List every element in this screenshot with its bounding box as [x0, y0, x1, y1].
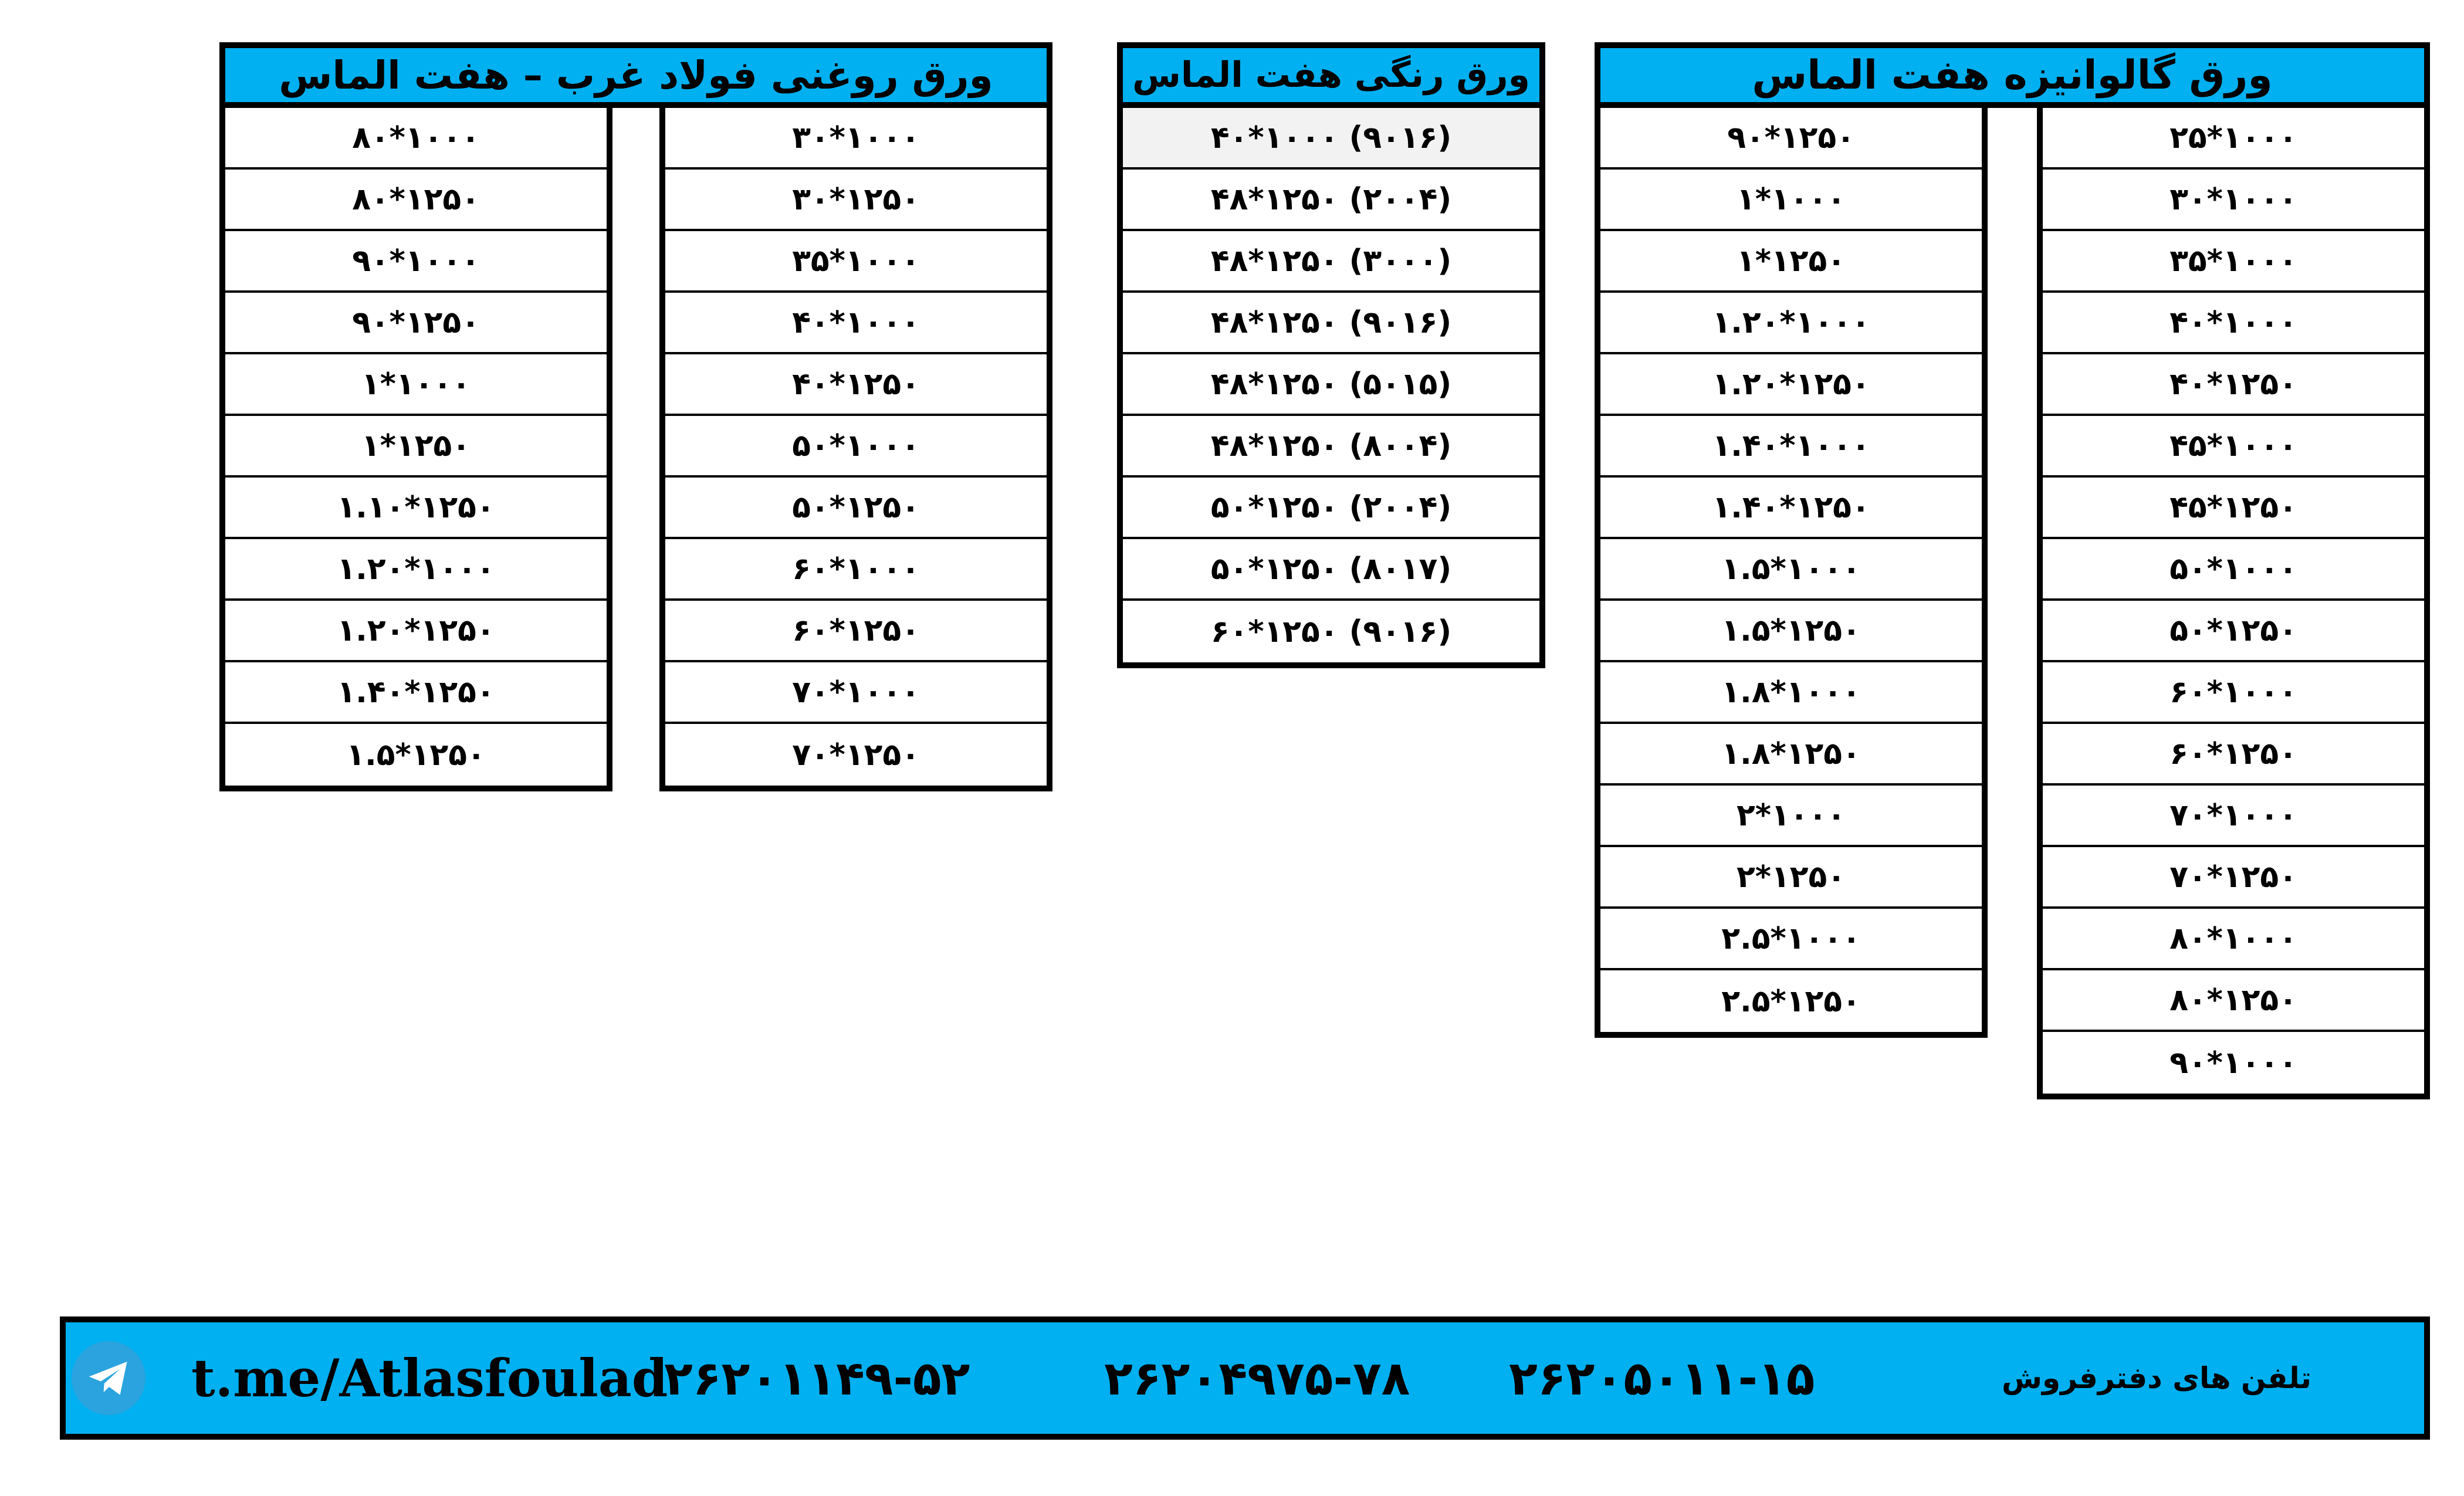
- galvanized-left-cell: ۱.۲۰*۱۰۰۰: [1600, 293, 1982, 354]
- galvanized-right-cell: ۶۰*۱۲۵۰: [2043, 724, 2424, 786]
- colored-cell: ۴۰*۱۰۰۰ (۹۰۱۶): [1123, 108, 1539, 170]
- colored-table-column: [1117, 108, 1545, 668]
- galvanized-left-cell: ۱.۵*۱۲۵۰: [1600, 601, 1982, 662]
- galvanized-right-cell: ۳۰*۱۰۰۰: [2043, 170, 2424, 231]
- galvanized-right-cell: ۵۰*۱۰۰۰: [2043, 539, 2424, 601]
- phone-number-3: ۲۶۲۰۱۱۴۹-۵۲: [664, 1351, 970, 1406]
- oiled-left-cell: ۱.۲۰*۱۰۰۰: [225, 539, 607, 601]
- oiled-left-cell: ۱.۴۰*۱۲۵۰: [225, 662, 607, 724]
- galvanized-right-cell: ۹۰*۱۰۰۰: [2169, 1045, 2297, 1081]
- colored-cell: ۴۸*۱۲۵۰ (۳۰۰۰): [1123, 231, 1539, 293]
- paper-plane-icon: [84, 1353, 133, 1403]
- colored-cell: ۴۸*۱۲۵۰ (۲۰۰۴): [1123, 170, 1539, 231]
- galvanized-right-cell: ۷۰*۱۲۵۰: [2043, 847, 2424, 909]
- galvanized-left-cell: ۱*۱۰۰۰: [1600, 170, 1982, 231]
- oiled-left-cell: ۹۰*۱۲۵۰: [225, 293, 607, 354]
- galvanized-left-cell: ۲*۱۰۰۰: [1600, 786, 1982, 847]
- galvanized-left-cell: ۱.۸*۱۰۰۰: [1600, 662, 1982, 724]
- galvanized-left-cell: ۱.۴۰*۱۲۵۰: [1600, 478, 1982, 539]
- galvanized-right-cell: ۴۰*۱۲۵۰: [2043, 354, 2424, 416]
- colored-cell: ۴۸*۱۲۵۰ (۹۰۱۶): [1123, 293, 1539, 354]
- galvanized-right-cell: ۵۰*۱۲۵۰: [2043, 601, 2424, 662]
- oiled-left-cell: ۱.۵*۱۲۵۰: [346, 737, 486, 773]
- oiled-right-cell: ۳۰*۱۰۰۰: [665, 108, 1047, 170]
- oiled-right-cell: ۶۰*۱۰۰۰: [665, 539, 1047, 601]
- galvanized-left-cell: ۱.۸*۱۲۵۰: [1600, 724, 1982, 786]
- oiled-right-cell: ۵۰*۱۲۵۰: [665, 478, 1047, 539]
- oiled-right-cell: ۶۰*۱۲۵۰: [665, 601, 1047, 662]
- colored-cell: ۴۸*۱۲۵۰ (۸۰۰۴): [1123, 416, 1539, 478]
- galvanized-left-cell: ۹۰*۱۲۵۰: [1600, 108, 1982, 170]
- oiled-table-right-column: [659, 108, 1052, 791]
- galvanized-left-cell: ۲*۱۲۵۰: [1600, 847, 1982, 909]
- galvanized-left-cell: ۲.۵*۱۰۰۰: [1600, 909, 1982, 970]
- oiled-right-cell: ۳۵*۱۰۰۰: [665, 231, 1047, 293]
- oiled-left-cell: ۱.۱۰*۱۲۵۰: [225, 478, 607, 539]
- phone-number-1: ۲۶۲۰۵۰۱۱-۱۵: [1509, 1351, 1815, 1406]
- galvanized-left-cell: ۱.۴۰*۱۰۰۰: [1600, 416, 1982, 478]
- oiled-right-cell: ۴۰*۱۲۵۰: [665, 354, 1047, 416]
- telegram-icon[interactable]: [72, 1341, 145, 1415]
- oiled-left-cell: ۹۰*۱۰۰۰: [225, 231, 607, 293]
- galvanized-right-cell: ۲۵*۱۰۰۰: [2043, 108, 2424, 170]
- oiled-right-cell: ۵۰*۱۰۰۰: [665, 416, 1047, 478]
- colored-cell: ۵۰*۱۲۵۰ (۲۰۰۴): [1123, 478, 1539, 539]
- galvanized-right-cell: ۳۵*۱۰۰۰: [2043, 231, 2424, 293]
- galvanized-left-cell: ۱*۱۲۵۰: [1600, 231, 1982, 293]
- galvanized-table-right-column: [2037, 108, 2430, 1099]
- galvanized-table-left-column: [1595, 108, 1988, 1038]
- oiled-left-cell: ۱.۲۰*۱۲۵۰: [225, 601, 607, 662]
- oiled-left-cell: ۱*۱۰۰۰: [225, 354, 607, 416]
- galvanized-right-cell: ۶۰*۱۰۰۰: [2043, 662, 2424, 724]
- oiled-table-title: ورق روغنی فولاد غرب – هفت الماس: [219, 42, 1052, 108]
- galvanized-right-cell: ۸۰*۱۰۰۰: [2043, 909, 2424, 970]
- telegram-link[interactable]: t.me/Atlasfoulad: [191, 1348, 668, 1409]
- oiled-right-cell: ۳۰*۱۲۵۰: [665, 170, 1047, 231]
- galvanized-right-cell: ۴۵*۱۰۰۰: [2043, 416, 2424, 478]
- oiled-left-cell: ۱*۱۲۵۰: [225, 416, 607, 478]
- galvanized-left-cell: ۲.۵*۱۲۵۰: [1721, 983, 1861, 1019]
- colored-table-title: ورق رنگی هفت الماس: [1117, 42, 1545, 108]
- oiled-right-cell: ۷۰*۱۲۵۰: [792, 737, 920, 773]
- phone-number-2: ۲۶۲۰۴۹۷۵-۷۸: [1104, 1351, 1410, 1406]
- colored-cell: ۵۰*۱۲۵۰ (۸۰۱۷): [1123, 539, 1539, 601]
- galvanized-table-title: ورق گالوانیزه هفت الماس: [1595, 42, 2430, 108]
- galvanized-right-cell: ۴۰*۱۰۰۰: [2043, 293, 2424, 354]
- colored-cell: ۴۸*۱۲۵۰ (۵۰۱۵): [1123, 354, 1539, 416]
- galvanized-left-cell: ۱.۵*۱۰۰۰: [1600, 539, 1982, 601]
- sales-office-phones-label: تلفن های دفترفروش: [2002, 1361, 2312, 1395]
- oiled-left-cell: ۸۰*۱۲۵۰: [225, 170, 607, 231]
- galvanized-left-cell: ۱.۲۰*۱۲۵۰: [1600, 354, 1982, 416]
- galvanized-right-cell: ۷۰*۱۰۰۰: [2043, 786, 2424, 847]
- oiled-table-left-column: [219, 108, 612, 791]
- galvanized-right-cell: ۴۵*۱۲۵۰: [2043, 478, 2424, 539]
- oiled-left-cell: ۸۰*۱۰۰۰: [225, 108, 607, 170]
- contact-footer: [60, 1316, 2430, 1440]
- galvanized-right-cell: ۸۰*۱۲۵۰: [2043, 970, 2424, 1032]
- colored-cell: ۶۰*۱۲۵۰ (۹۰۱۶): [1210, 614, 1452, 649]
- oiled-right-cell: ۷۰*۱۰۰۰: [665, 662, 1047, 724]
- oiled-right-cell: ۴۰*۱۰۰۰: [665, 293, 1047, 354]
